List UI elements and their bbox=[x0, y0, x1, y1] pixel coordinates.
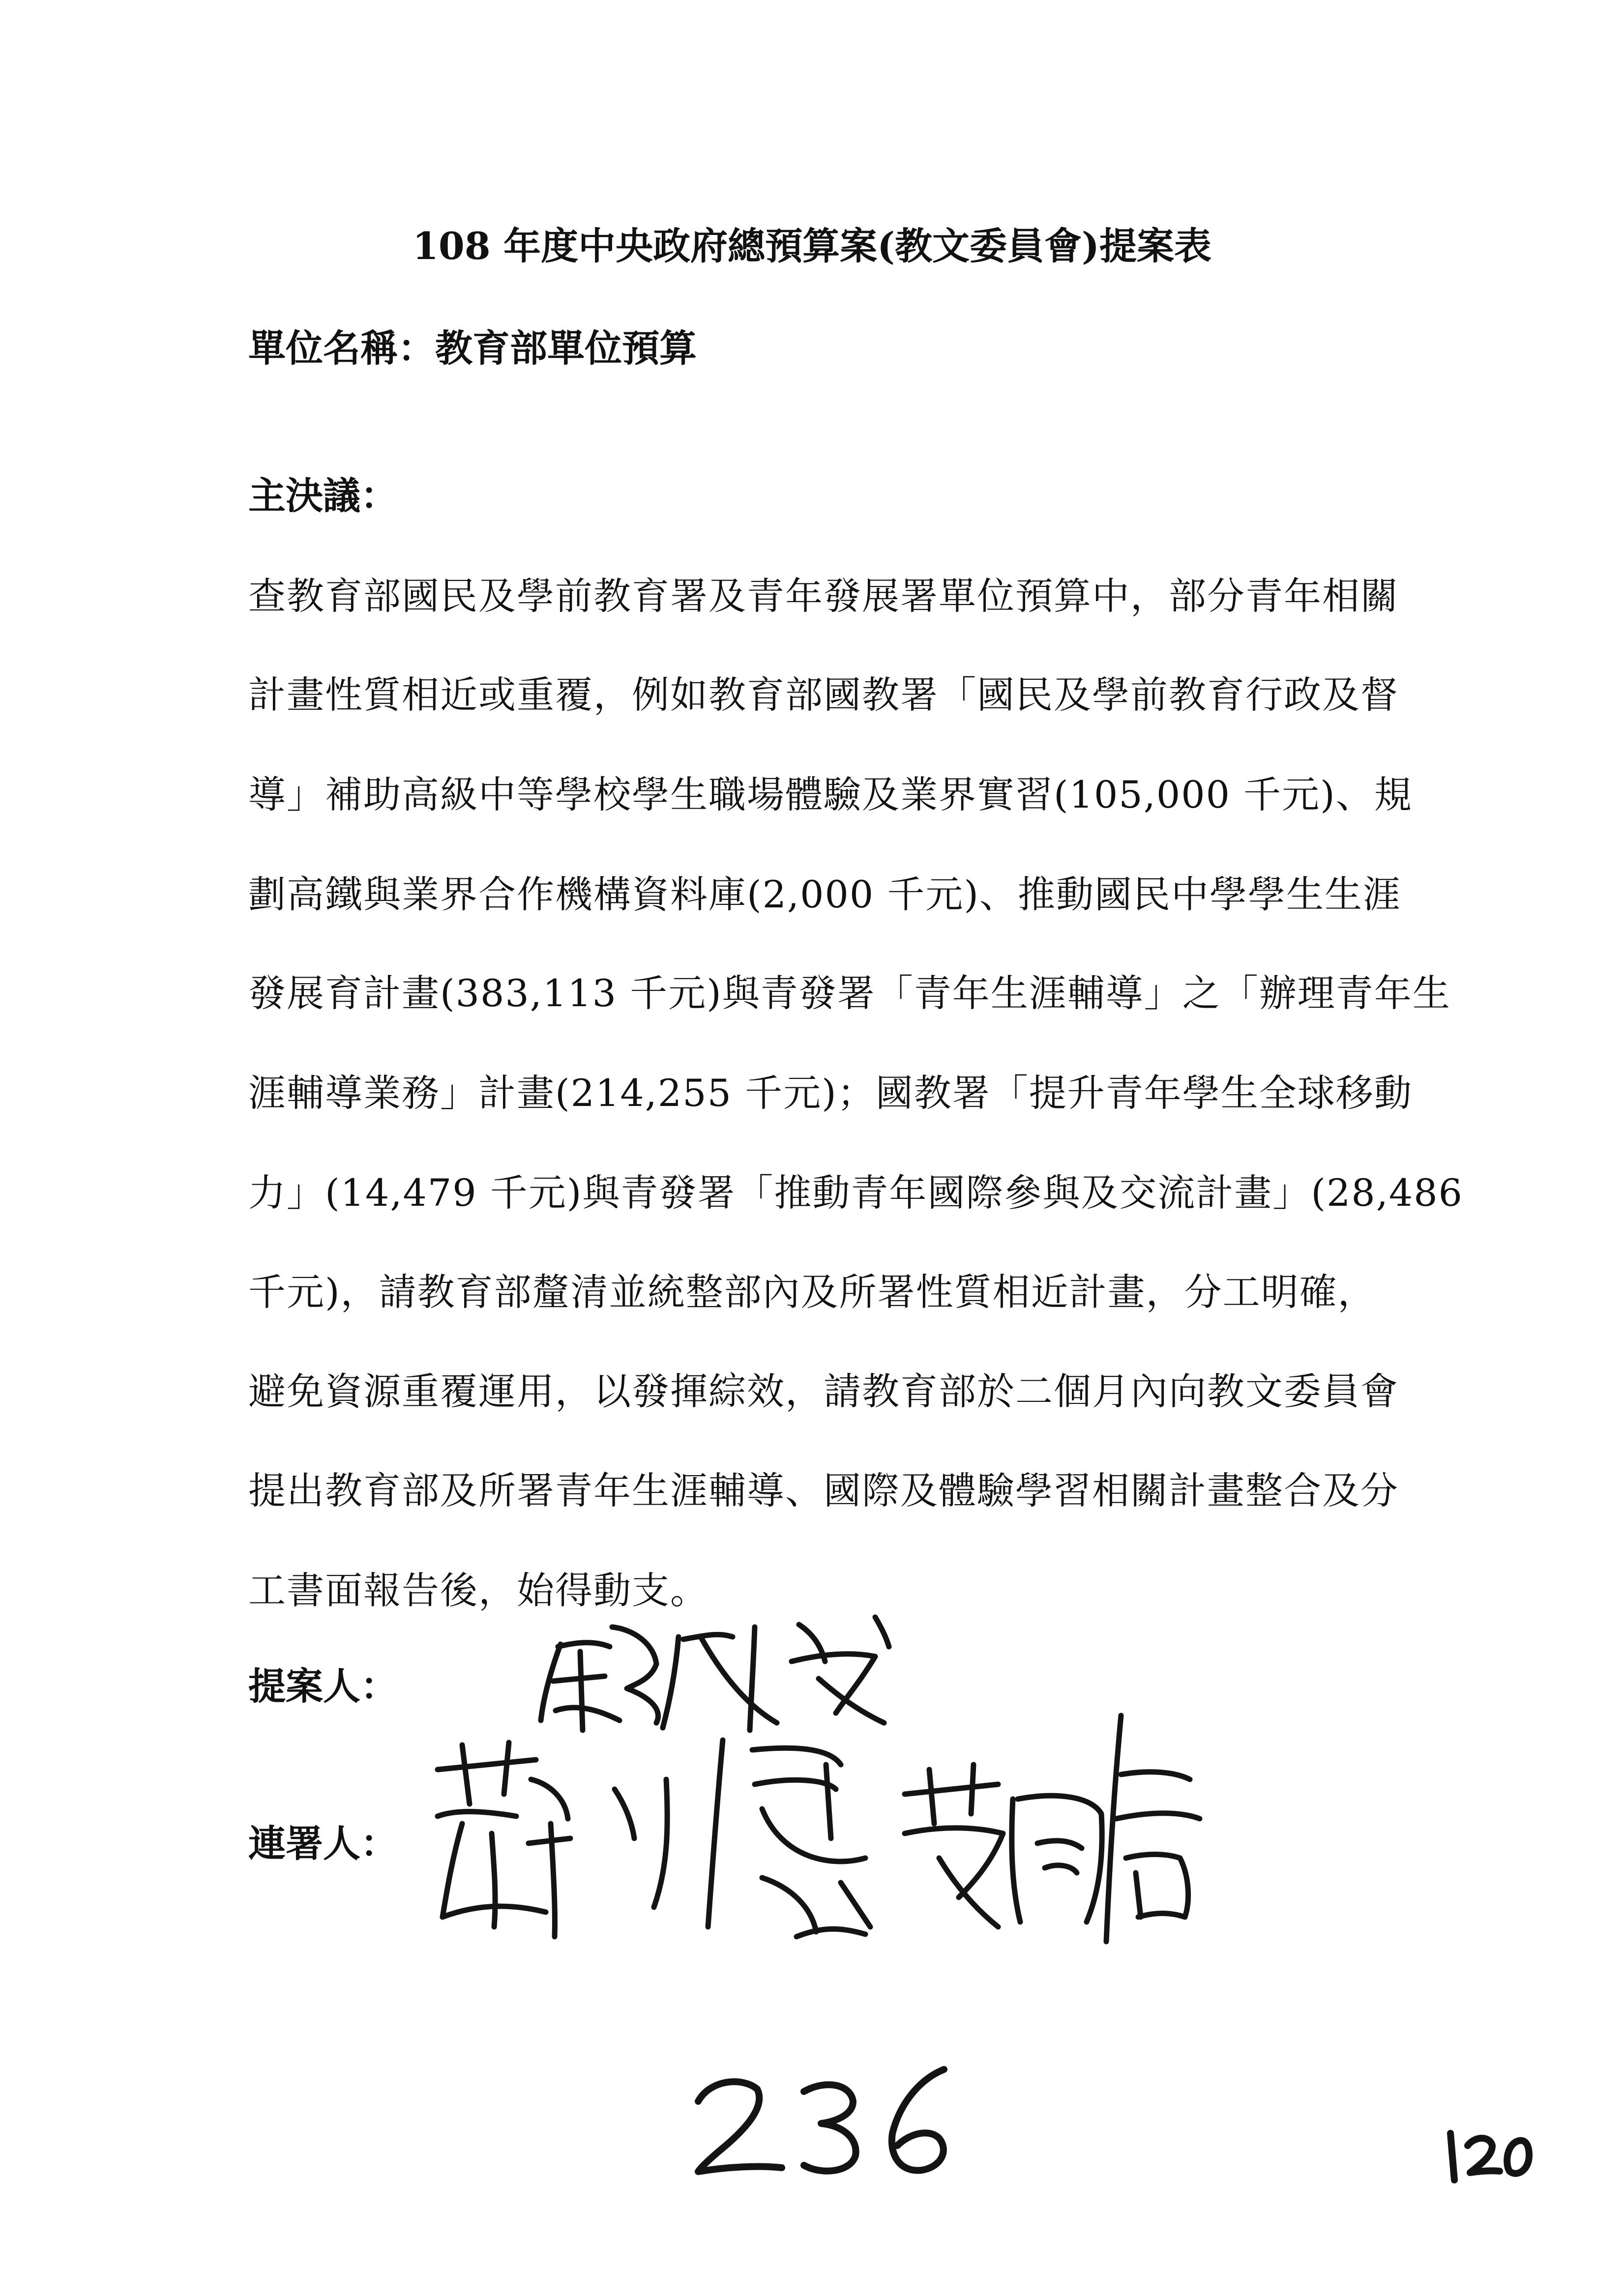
cosigner-signatures-drawing bbox=[408, 1711, 1244, 1956]
body-line: 計畫性質相近或重覆，例如教育部國教署「國民及學前教育行政及督 bbox=[248, 673, 1399, 717]
resolution-heading: 主決議： bbox=[248, 474, 398, 518]
body-line: 涯輔導業務」計畫(214,255 千元)；國教署「提升青年學生全球移動 bbox=[248, 1071, 1413, 1115]
unit-name-line bbox=[248, 319, 697, 372]
body-line: 千元)，請教育部釐清並統整部內及所署性質相近計畫，分工明確， bbox=[248, 1270, 1376, 1314]
unit-name: 教育部單位預算 bbox=[435, 326, 697, 370]
body-line: 避免資源重覆運用，以發揮綜效，請教育部於二個月內向教文委員會 bbox=[248, 1369, 1399, 1413]
body-line: 劃高鐵與業界合作機構資料庫(2,000 千元)、推動國民中學學生生涯 bbox=[248, 872, 1402, 916]
document-title: 108 年度中央政府總預算案(教文委員會)提案表 bbox=[412, 224, 1212, 268]
body-line: 力」(14,479 千元)與青發署「推動青年國際參與及交流計畫」(28,486 bbox=[248, 1171, 1463, 1215]
body-line: 提出教育部及所署青年生涯輔導、國際及體驗學習相關計畫整合及分 bbox=[248, 1469, 1399, 1512]
handwritten-page-number-drawing bbox=[688, 2055, 974, 2182]
handwritten-page-number bbox=[688, 2055, 974, 2182]
body-line: 導」補助高級中等學校學生職場體驗及業界實習(105,000 千元)、規 bbox=[248, 773, 1413, 816]
cosigner-signatures bbox=[408, 1711, 1244, 1956]
body-line: 查教育部國民及學前教育署及青年發展署單位預算中，部分青年相關 bbox=[248, 574, 1399, 618]
proposer-label: 提案人： bbox=[248, 1664, 398, 1708]
unit-label: 單位名稱： bbox=[248, 326, 435, 370]
corner-number-drawing bbox=[1441, 2126, 1539, 2185]
body-line: 發展育計畫(383,113 千元)與青發署「青年生涯輔導」之「辦理青年生 bbox=[248, 971, 1451, 1015]
corner-number bbox=[1441, 2126, 1539, 2185]
body-line: 工書面報告後，始得動支。 bbox=[248, 1569, 709, 1612]
cosigner-label: 連署人： bbox=[248, 1822, 398, 1865]
